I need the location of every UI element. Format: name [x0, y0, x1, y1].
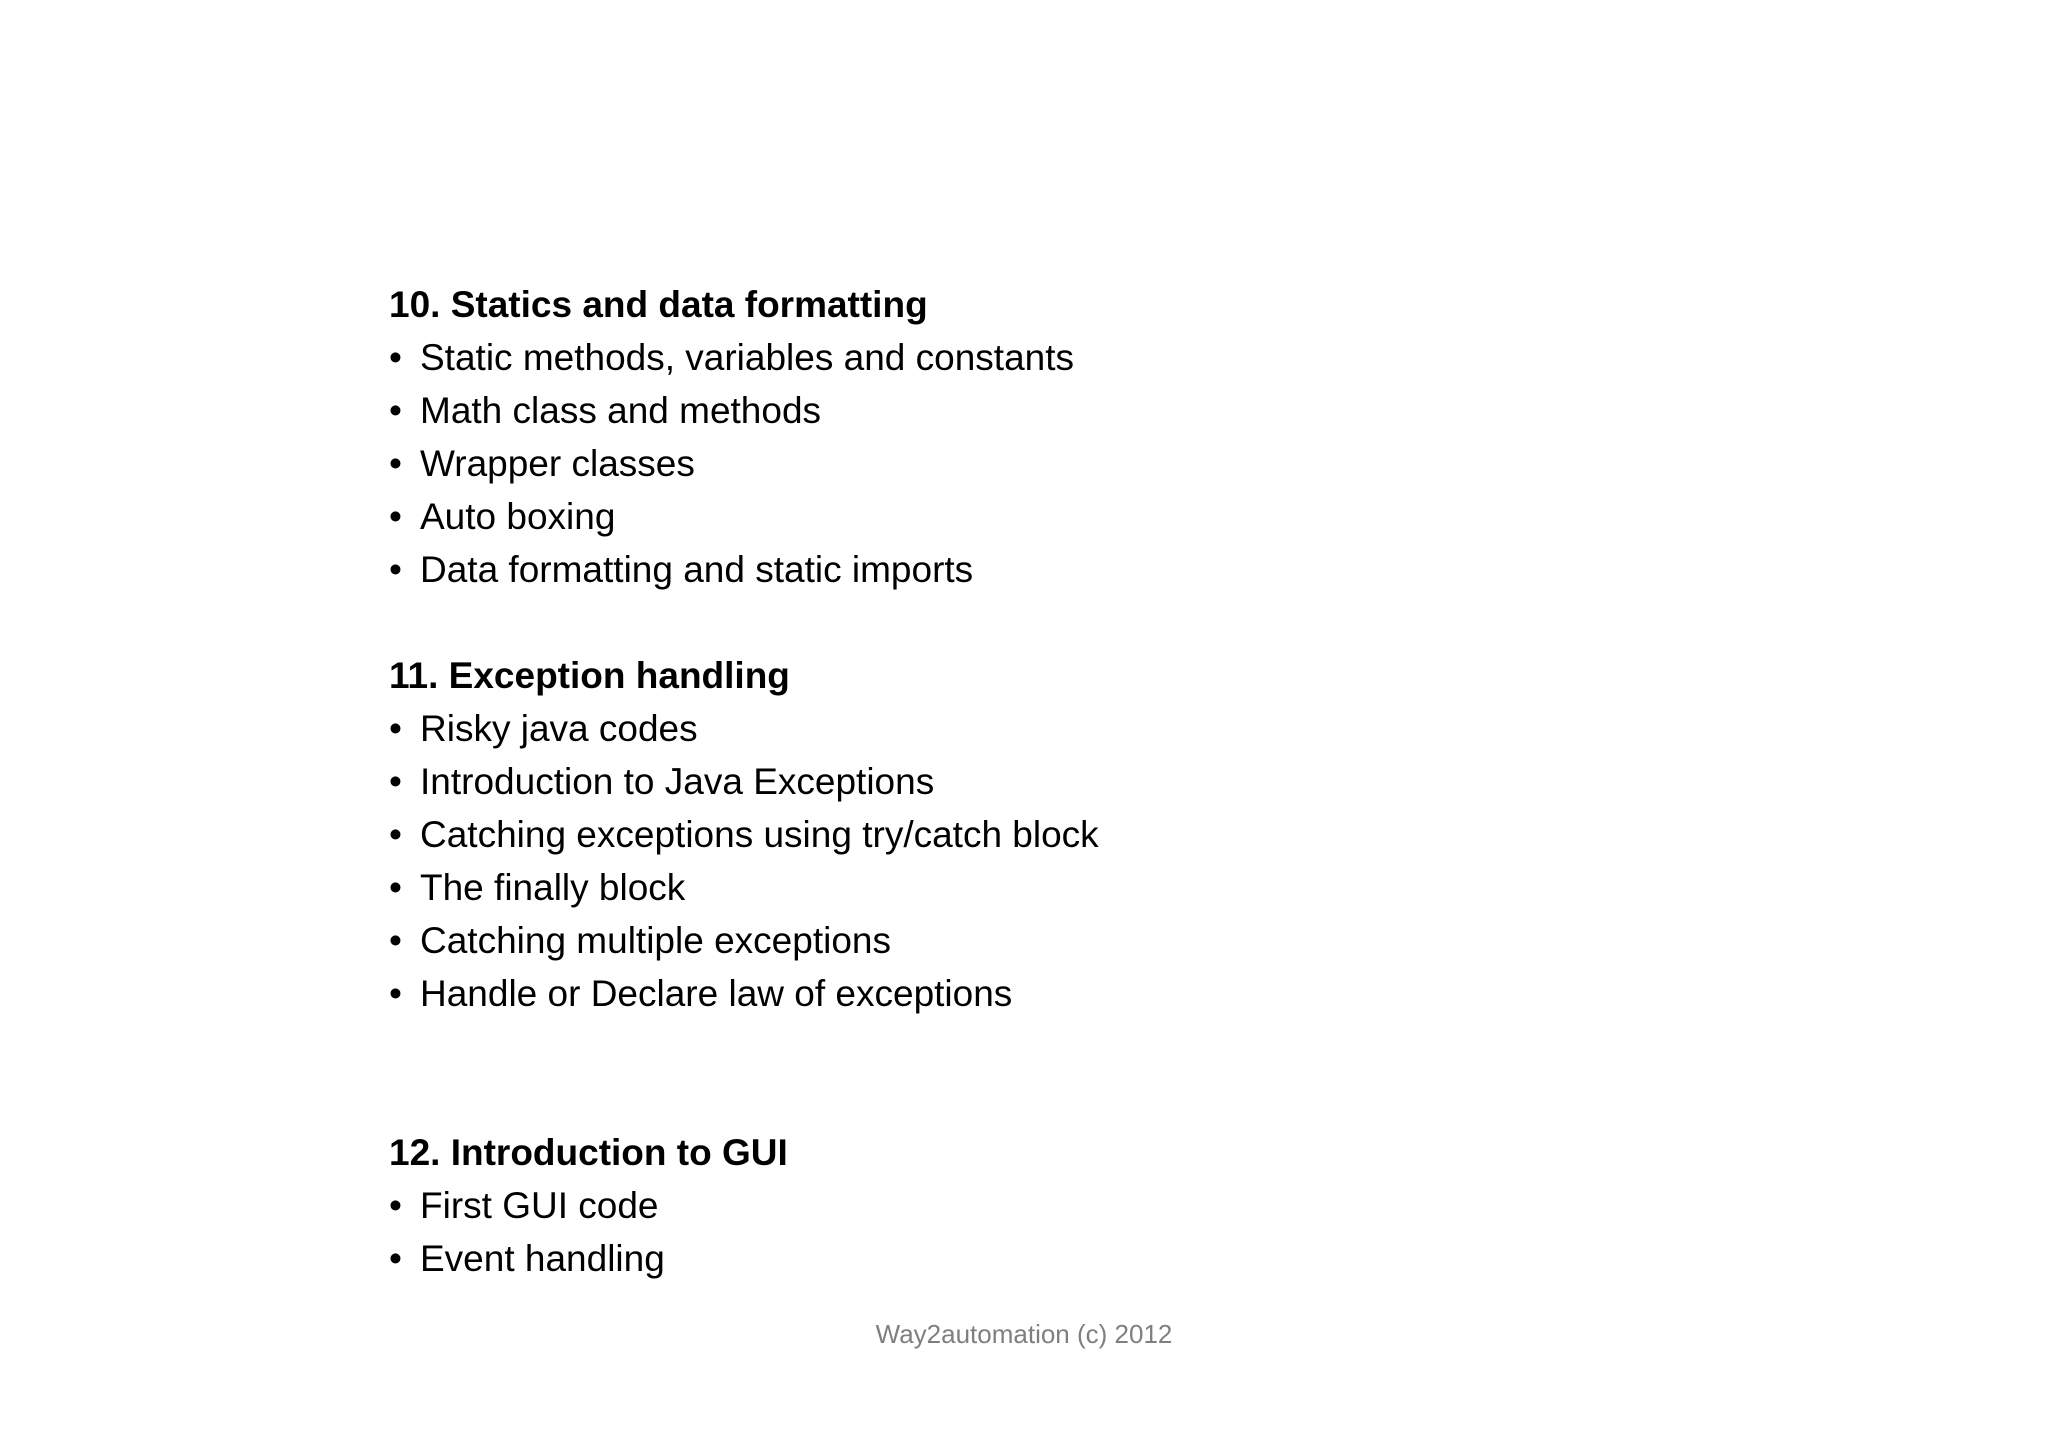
section-gui — [389, 1126, 1689, 1285]
bullet-icon: • — [389, 708, 402, 749]
section-exceptions — [389, 649, 1689, 1020]
bullet-text: Catching multiple exceptions — [420, 920, 891, 961]
bullet-icon: • — [389, 867, 402, 908]
section-statics — [389, 278, 1689, 596]
bullet-icon: • — [389, 496, 402, 537]
bullet-item — [389, 702, 1689, 755]
bullet-text: Event handling — [420, 1238, 665, 1279]
bullet-text: Auto boxing — [420, 496, 616, 537]
bullet-text: Risky java codes — [420, 708, 698, 749]
bullet-item — [389, 861, 1689, 914]
bullet-text: First GUI code — [420, 1185, 659, 1226]
bullet-item — [389, 914, 1689, 967]
bullet-icon: • — [389, 443, 402, 484]
bullet-item — [389, 437, 1689, 490]
section-title: 11. Exception handling — [389, 655, 790, 696]
bullet-text: The finally block — [420, 867, 686, 908]
slide-content — [389, 278, 1689, 1285]
bullet-icon: • — [389, 1185, 402, 1226]
bullet-icon: • — [389, 761, 402, 802]
bullet-text: Handle or Declare law of exceptions — [420, 973, 1013, 1014]
footer-copyright: Way2automation (c) 2012 — [875, 1319, 1173, 1349]
bullet-icon: • — [389, 390, 402, 431]
bullet-list — [389, 331, 1689, 596]
section-title: 12. Introduction to GUI — [389, 1132, 788, 1173]
bullet-text: Static methods, variables and constants — [420, 337, 1075, 378]
bullet-icon: • — [389, 337, 402, 378]
bullet-icon: • — [389, 814, 402, 855]
bullet-list — [389, 1179, 1689, 1285]
bullet-item — [389, 331, 1689, 384]
bullet-item — [389, 543, 1689, 596]
bullet-item — [389, 967, 1689, 1020]
bullet-text: Introduction to Java Exceptions — [420, 761, 935, 802]
bullet-item — [389, 755, 1689, 808]
bullet-icon: • — [389, 973, 402, 1014]
bullet-text: Catching exceptions using try/catch block — [420, 814, 1099, 855]
bullet-icon: • — [389, 1238, 402, 1279]
bullet-item — [389, 490, 1689, 543]
bullet-item — [389, 1232, 1689, 1285]
bullet-icon: • — [389, 549, 402, 590]
section-spacer — [389, 1020, 1689, 1126]
bullet-list — [389, 702, 1689, 1020]
bullet-text: Wrapper classes — [420, 443, 695, 484]
bullet-icon: • — [389, 920, 402, 961]
section-title: 10. Statics and data formatting — [389, 284, 928, 325]
bullet-item — [389, 1179, 1689, 1232]
bullet-text: Math class and methods — [420, 390, 822, 431]
section-spacer — [389, 596, 1689, 649]
bullet-item — [389, 384, 1689, 437]
bullet-text: Data formatting and static imports — [420, 549, 974, 590]
bullet-item — [389, 808, 1689, 861]
